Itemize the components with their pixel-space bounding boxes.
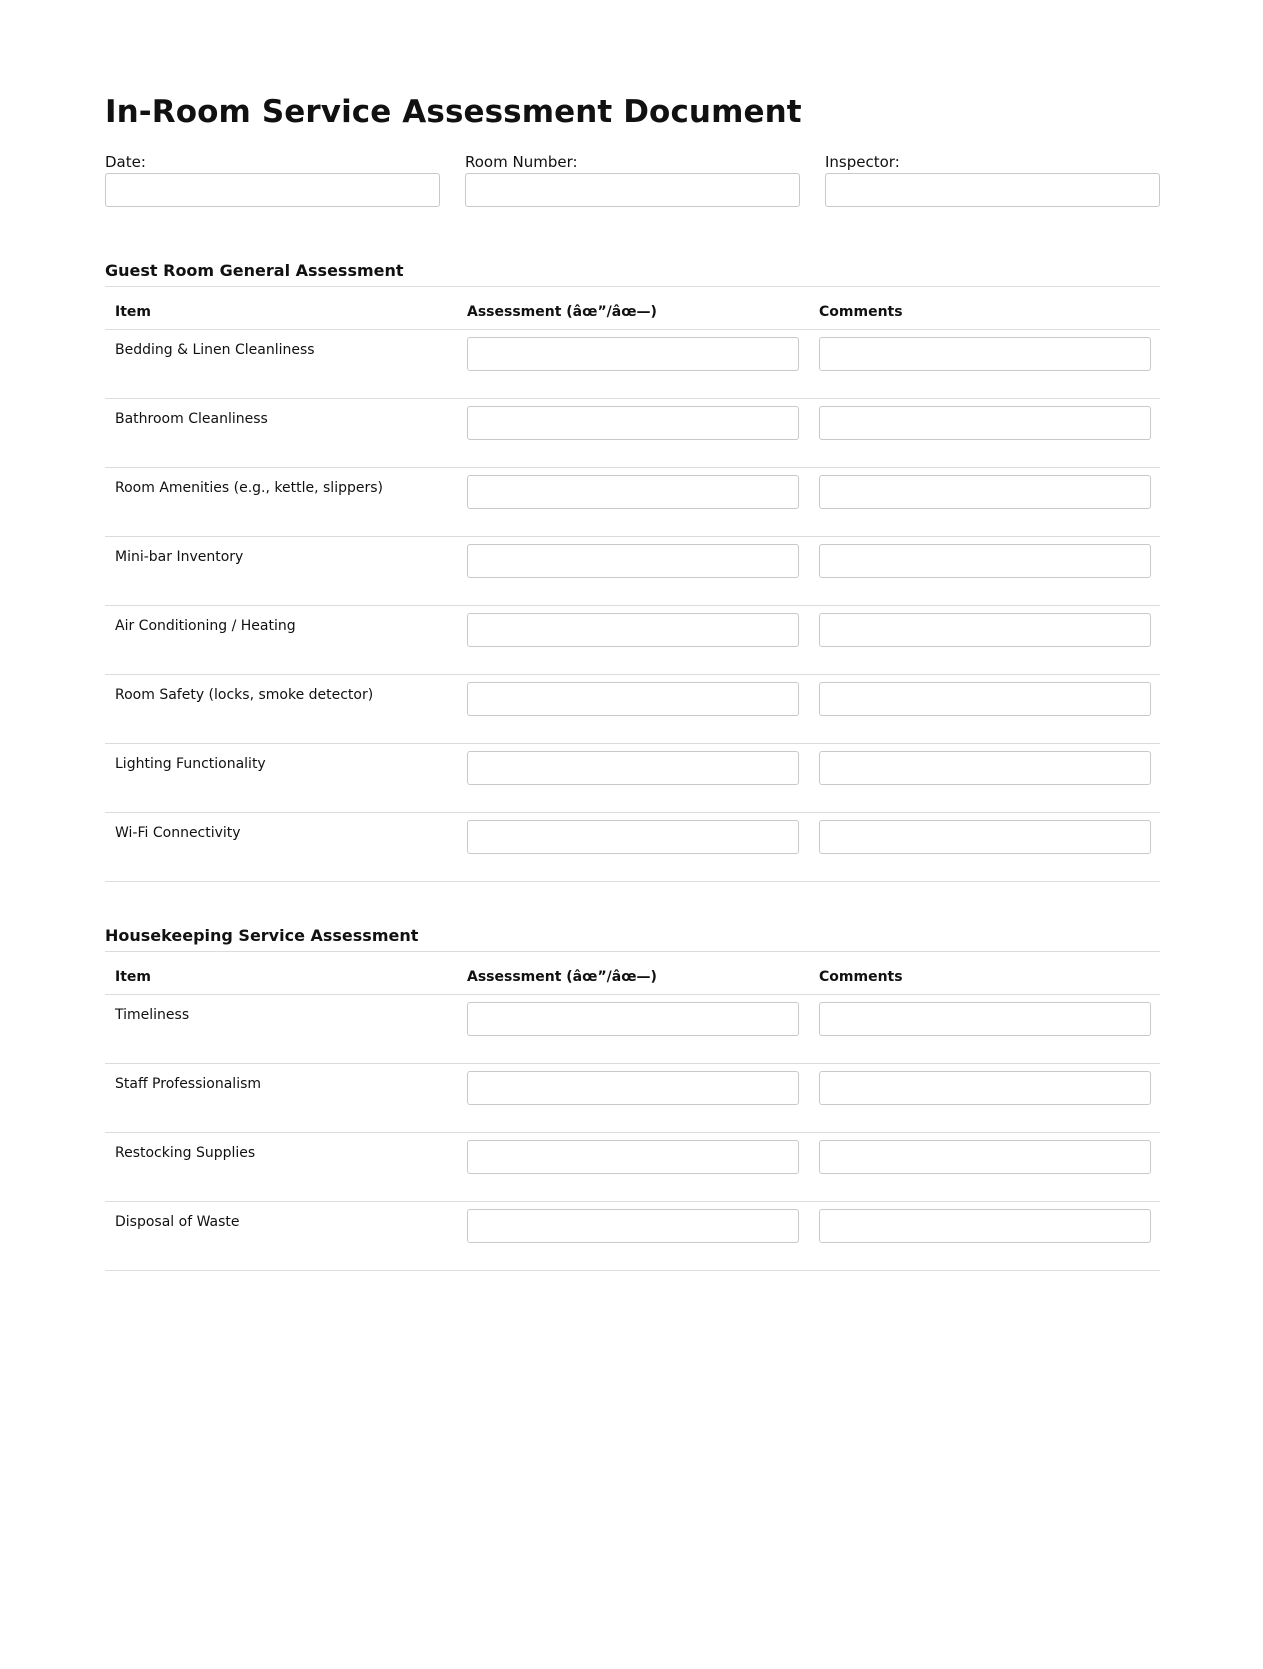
table-row xyxy=(105,1202,1160,1271)
row-item-label: Wi-Fi Connectivity xyxy=(115,825,241,841)
assessment-rows xyxy=(105,330,1160,882)
document-title: In-Room Service Assessment Document xyxy=(105,94,802,130)
section-title: Guest Room General Assessment xyxy=(105,261,404,280)
guest-room-assessment-section xyxy=(105,261,1160,895)
column-header-assessment: Assessment (âœ”/âœ—) xyxy=(467,969,657,985)
assessment-input[interactable] xyxy=(467,475,799,509)
housekeeping-assessment-section xyxy=(105,926,1160,1282)
assessment-input[interactable] xyxy=(467,751,799,785)
column-header-item: Item xyxy=(115,304,151,320)
table-row xyxy=(105,744,1160,813)
comments-input[interactable] xyxy=(819,475,1151,509)
row-item-label: Mini-bar Inventory xyxy=(115,549,244,565)
table-row xyxy=(105,675,1160,744)
column-header-item: Item xyxy=(115,969,151,985)
comments-input[interactable] xyxy=(819,820,1151,854)
comments-input[interactable] xyxy=(819,337,1151,371)
comments-input[interactable] xyxy=(819,1002,1151,1036)
inspector-label: Inspector: xyxy=(825,153,900,171)
room-number-label: Room Number: xyxy=(465,153,578,171)
document-meta-fields xyxy=(105,153,1160,208)
comments-input[interactable] xyxy=(819,1209,1151,1243)
column-header-comments: Comments xyxy=(819,304,903,320)
table-row xyxy=(105,813,1160,882)
row-item-label: Air Conditioning / Heating xyxy=(115,618,296,634)
section-title: Housekeeping Service Assessment xyxy=(105,926,419,945)
assessment-input[interactable] xyxy=(467,337,799,371)
comments-input[interactable] xyxy=(819,544,1151,578)
table-row xyxy=(105,330,1160,399)
table-row xyxy=(105,399,1160,468)
comments-input[interactable] xyxy=(819,406,1151,440)
comments-input[interactable] xyxy=(819,1140,1151,1174)
assessment-input[interactable] xyxy=(467,1140,799,1174)
room-number-field-group xyxy=(465,153,800,207)
comments-input[interactable] xyxy=(819,1071,1151,1105)
assessment-input[interactable] xyxy=(467,1071,799,1105)
column-header-comments: Comments xyxy=(819,969,903,985)
assessment-input[interactable] xyxy=(467,1002,799,1036)
row-item-label: Lighting Functionality xyxy=(115,756,266,772)
table-row xyxy=(105,1133,1160,1202)
room-number-input[interactable] xyxy=(465,173,800,207)
row-item-label: Disposal of Waste xyxy=(115,1214,240,1230)
table-header xyxy=(105,304,1160,330)
assessment-input[interactable] xyxy=(467,613,799,647)
row-item-label: Room Amenities (e.g., kettle, slippers) xyxy=(115,480,383,496)
table-row xyxy=(105,468,1160,537)
assessment-input[interactable] xyxy=(467,406,799,440)
assessment-input[interactable] xyxy=(467,682,799,716)
assessment-input[interactable] xyxy=(467,544,799,578)
inspector-input[interactable] xyxy=(825,173,1160,207)
row-item-label: Bedding & Linen Cleanliness xyxy=(115,342,315,358)
table-header xyxy=(105,969,1160,995)
row-item-label: Bathroom Cleanliness xyxy=(115,411,268,427)
assessment-input[interactable] xyxy=(467,820,799,854)
comments-input[interactable] xyxy=(819,682,1151,716)
table-row xyxy=(105,606,1160,675)
assessment-input[interactable] xyxy=(467,1209,799,1243)
comments-input[interactable] xyxy=(819,613,1151,647)
date-field-group xyxy=(105,153,440,207)
date-input[interactable] xyxy=(105,173,440,207)
comments-input[interactable] xyxy=(819,751,1151,785)
column-header-assessment: Assessment (âœ”/âœ—) xyxy=(467,304,657,320)
table-row xyxy=(105,995,1160,1064)
section-divider xyxy=(105,286,1160,287)
row-item-label: Room Safety (locks, smoke detector) xyxy=(115,687,374,703)
section-divider xyxy=(105,951,1160,952)
row-item-label: Restocking Supplies xyxy=(115,1145,256,1161)
table-row xyxy=(105,1064,1160,1133)
assessment-rows xyxy=(105,995,1160,1271)
date-label: Date: xyxy=(105,153,146,171)
table-row xyxy=(105,537,1160,606)
inspector-field-group xyxy=(825,153,1160,207)
row-item-label: Timeliness xyxy=(115,1007,190,1023)
row-item-label: Staff Professionalism xyxy=(115,1076,262,1092)
